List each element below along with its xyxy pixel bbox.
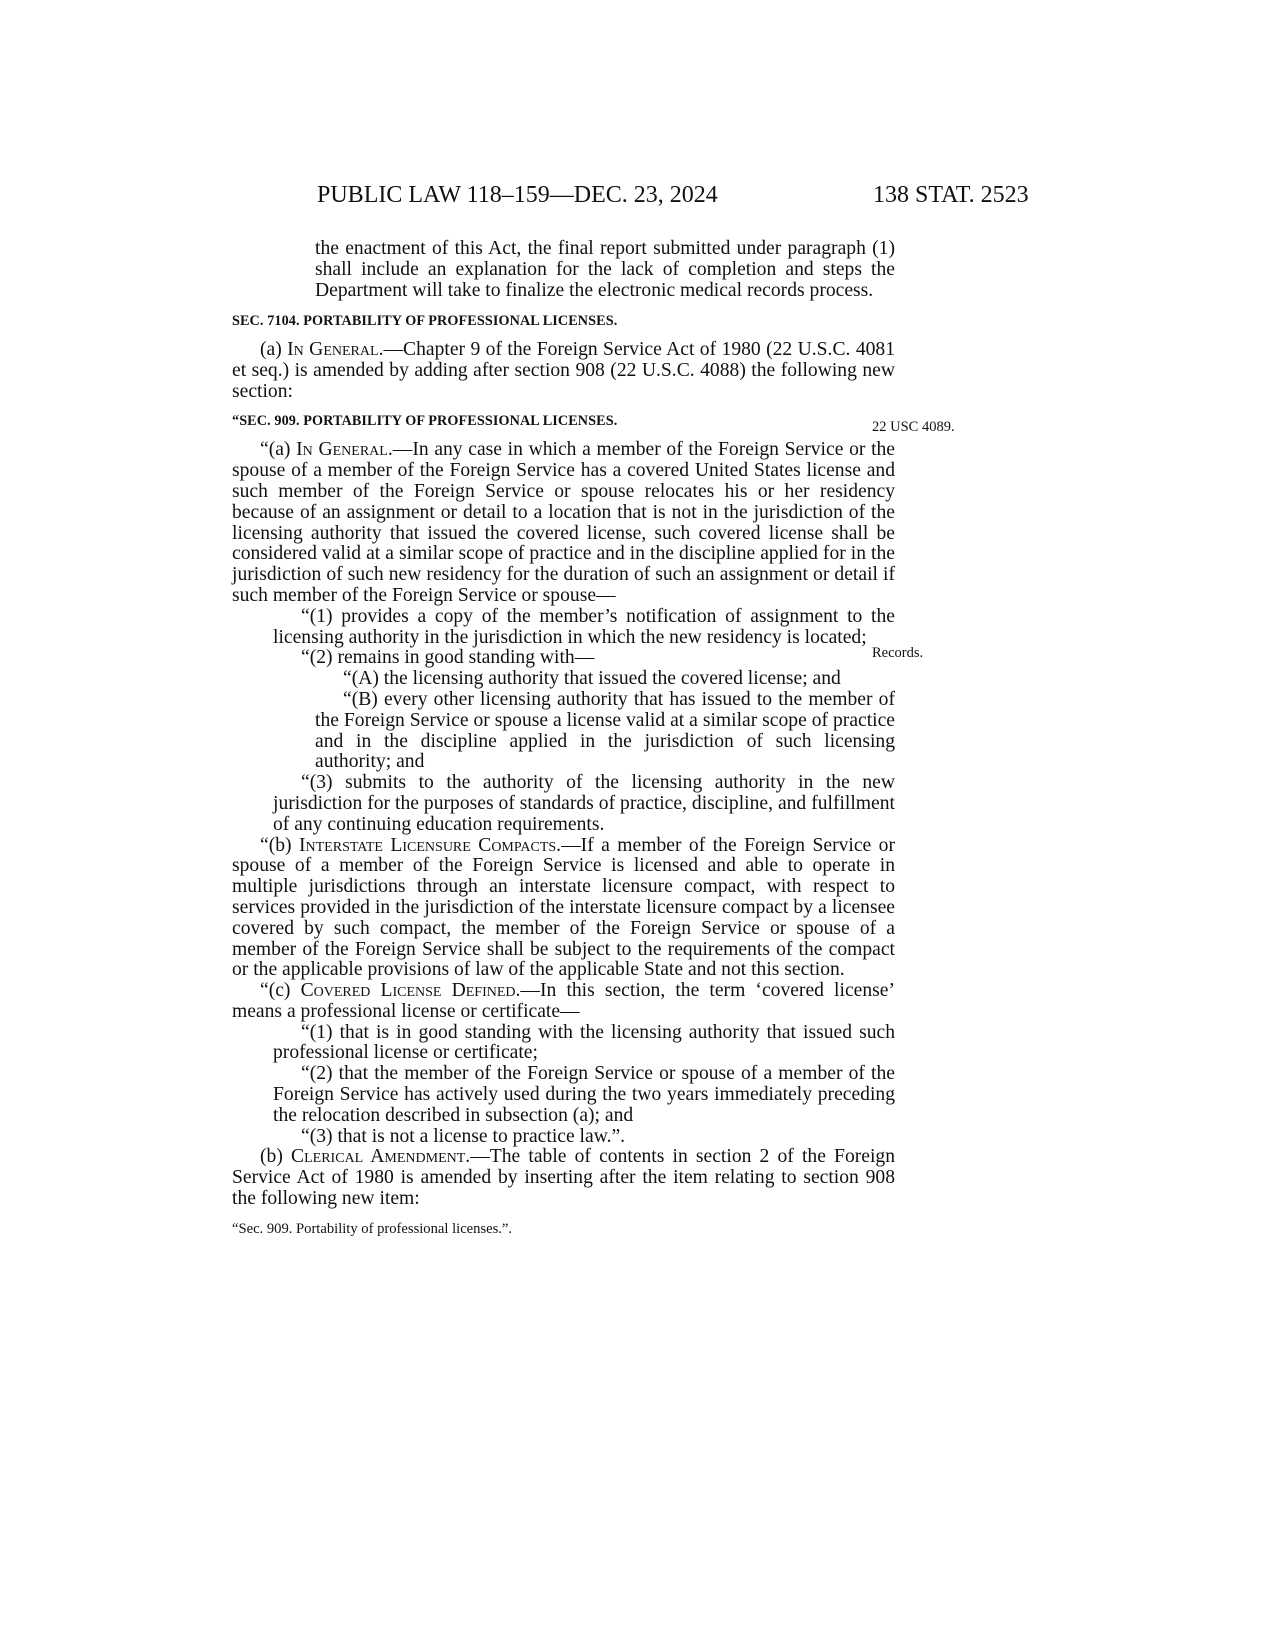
public-law-title: PUBLIC LAW 118–159—DEC. 23, 2024 (317, 182, 718, 208)
clerical-amendment (232, 1147, 895, 1209)
sec909-b-label: “(b) (260, 834, 292, 856)
paragraph-c2: “(2) that the member of the Foreign Service or spouse of a member of the Foreign Service has actively used during the two years immediately preceding the relocation described in subsection (a); and (273, 1063, 895, 1126)
section-heading-7104: SEC. 7104. PORTABILITY OF PROFESSIONAL LICENSES. (232, 313, 618, 330)
subsection-a-heading: In General (287, 339, 379, 361)
margin-note-usc: 22 USC 4089. (872, 419, 955, 435)
clerical-text: .—The table of contents in section 2 of the Foreign Service Act of 1980 is amended by inserting after the item relating to section 908 the following new item: (232, 1146, 895, 1210)
subsection-a-label: (a) (260, 339, 282, 361)
sec909-a-heading: In General (296, 439, 388, 461)
sec909-subsection-c (232, 981, 895, 1023)
statute-page-number: 138 STAT. 2523 (873, 182, 1029, 208)
body-text (232, 239, 895, 1240)
paragraph-a3: “(3) submits to the authority of the licensing authority in the new jurisdiction for the purposes of standards of practice, discipline, and fulfillment of any continuing education requirements. (273, 772, 895, 835)
sec909-a-label: “(a) (260, 439, 291, 461)
section-heading-909: “SEC. 909. PORTABILITY OF PROFESSIONAL LICENSES. (232, 412, 618, 429)
paragraph-c1: “(1) that is in good standing with the licensing authority that issued such professional license or certificate; (273, 1021, 895, 1064)
paragraph-c3: “(3) that is not a license to practice law.”. (301, 1125, 626, 1147)
continued-paragraph: the enactment of this Act, the final report submitted under paragraph (1) shall include an explanation for the lack of completion and steps the Department will take to finalize the electronic medical records process. (315, 238, 895, 301)
sec909-b-heading: Interstate Licensure Compacts (299, 834, 557, 856)
paragraph-a2: “(2) remains in good standing with— (301, 647, 595, 669)
sec909-c-text: .—In this section, the term ‘covered license’ means a professional license or certificate— (232, 980, 895, 1022)
sec909-b-text: .—If a member of the Foreign Service or spouse of a member of the Foreign Service is licensed and able to operate in multiple jurisdictions through an interstate licensure compact, with respect to services provided in the jurisdiction of the interstate licensure compact by a licensee covered by such compact, the member of the Foreign Service or spouse of a member of the Foreign Service shall be subject to the requirements of the compact or the applicable provisions of law of the applicable State and not this section. (232, 834, 895, 981)
paragraph-a2B: “(B) every other licensing authority that has issued to the member of the Foreign Service or spouse a license valid at a similar scope of practice and in the discipline applied in the jurisdiction of such licensing authority; and (315, 688, 895, 773)
sec909-c-heading: Covered License Defined (300, 980, 516, 1002)
sec909-subsection-a (232, 440, 895, 606)
margin-note-records: Records. (872, 645, 924, 661)
subsection-a (232, 340, 895, 402)
toc-item: “Sec. 909. Portability of professional licenses.”. (232, 1220, 513, 1237)
clerical-label: (b) (260, 1146, 283, 1168)
sec909-subsection-b (232, 836, 895, 982)
subsection-a-text: .—Chapter 9 of the Foreign Service Act of 1980 (22 U.S.C. 4081 et seq.) is amended by adding after section 908 (22 U.S.C. 4088) the following new section: (232, 339, 896, 402)
paragraph-a1: “(1) provides a copy of the member’s notification of assignment to the licensing authority in the jurisdiction in which the new residency is located; (273, 605, 895, 648)
sec909-c-label: “(c) (260, 980, 291, 1002)
paragraph-a2A: “(A) the licensing authority that issued the covered license; and (343, 668, 841, 690)
clerical-heading: Clerical Amendment (291, 1146, 466, 1168)
sec909-a-text: .—In any case in which a member of the Foreign Service or the spouse of a member of the Foreign Service has a covered United States license and such member of the Foreign Service or spouse relocates his or her residency because of an assignment or detail to a location that is not in the jurisdiction of the licensing authority that issued the covered license, such covered license shall be considered valid at a similar scope of practice and in the discipline applied for in the jurisdiction of such new residency for the duration of such an assignment or detail if such member of the Foreign Service or spouse— (232, 439, 896, 606)
running-head (0, 182, 1275, 216)
